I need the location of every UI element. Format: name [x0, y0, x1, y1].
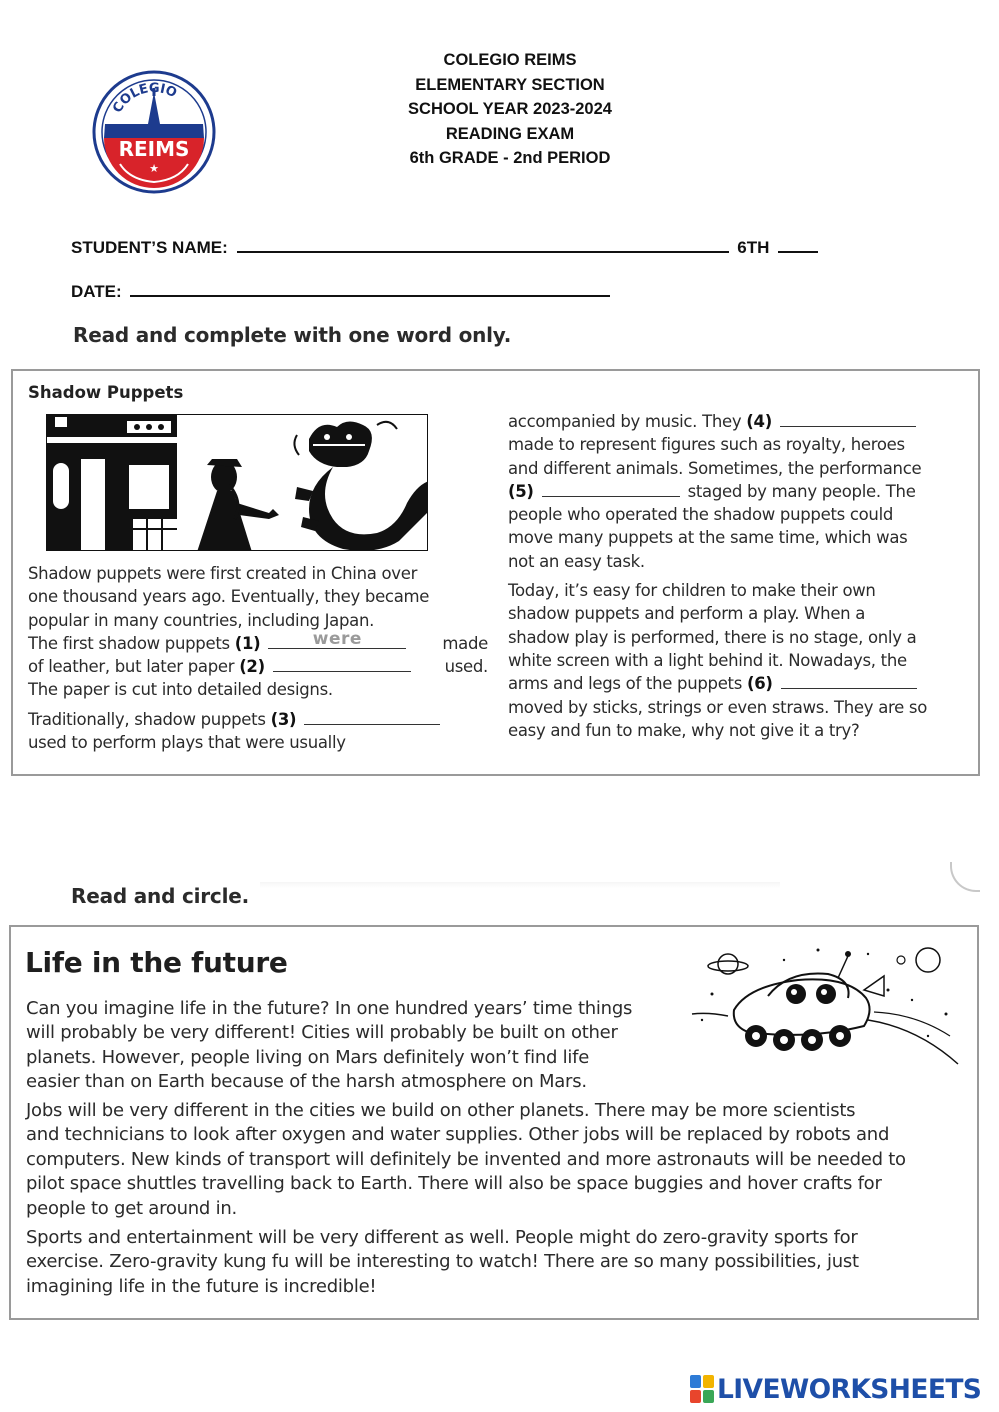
- sp-gap-line-1: [28, 628, 488, 655]
- gap-2-answer-field[interactable]: [273, 655, 411, 672]
- scan-shadow-line: [260, 882, 780, 888]
- gap-number-5: (5): [508, 481, 534, 501]
- sp-text-fragment: accompanied by music. They: [508, 412, 742, 431]
- sp-text-fragment: used.: [444, 657, 488, 677]
- sp-text-line: Today, it’s easy for children to make their own: [508, 581, 876, 601]
- sp-text-line: Shadow puppets were first created in China over: [28, 564, 418, 583]
- life-text-line: exercise. Zero-gravity kung fu will be interesting to watch! There are so many possibilities, just: [26, 1251, 859, 1273]
- sp-text-line: people who operated the shadow puppets could: [508, 505, 894, 525]
- gap-number-3: (3): [270, 709, 297, 729]
- life-paragraph-3: [26, 1226, 971, 1299]
- page-corner-curl: [950, 862, 980, 892]
- gap-number-2: (2): [239, 657, 265, 677]
- sp-text-line: not an easy task.: [508, 551, 645, 571]
- sp-text-line: used to perform plays that were usually: [28, 733, 346, 753]
- gap-number-4: (4): [746, 412, 772, 431]
- life-in-future-title: Life in the future: [25, 946, 288, 979]
- shadow-puppet-illustration: [46, 414, 428, 551]
- sp-text-line: white screen with a light behind it. Nowadays, the: [508, 650, 907, 670]
- sp-text-line: moved by sticks, strings or even straws. They are so: [508, 697, 928, 717]
- life-paragraph-1: [26, 997, 686, 1095]
- sp-text-line: easy and fun to make, why not give it a try?: [508, 720, 860, 740]
- life-paragraph-2: [26, 1099, 971, 1221]
- life-text-line: easier than on Earth because of the harsh atmosphere on Mars.: [26, 1071, 587, 1093]
- header-line-year: SCHOOL YEAR 2023-2024: [408, 100, 612, 118]
- grade-label: 6TH: [737, 238, 770, 257]
- logo-square: [703, 1390, 714, 1403]
- student-name-field[interactable]: [237, 237, 729, 253]
- logo-square: [690, 1390, 701, 1403]
- shadow-puppets-title: Shadow Puppets: [28, 383, 184, 402]
- sp-gap-line-2: [28, 655, 488, 678]
- gap-1-answer: were: [312, 628, 362, 649]
- liveworksheets-logo-icon: [690, 1375, 714, 1403]
- sp-text-fragment: made: [442, 633, 488, 653]
- life-text-line: Jobs will be very different in the cities we build on other planets. There may be more scientists: [26, 1100, 856, 1121]
- brand-text: LIVEWORKSHEETS: [717, 1373, 982, 1405]
- sp-gap-line-5: [508, 480, 968, 503]
- shadow-puppets-left-column: [28, 562, 488, 754]
- logo-square: [690, 1375, 701, 1388]
- gap-1-answer-field[interactable]: [268, 628, 406, 649]
- school-logo: [90, 68, 218, 196]
- sp-text-line: The paper is cut into detailed designs.: [28, 680, 333, 700]
- gap-3-answer-field[interactable]: [304, 708, 440, 725]
- student-name-row: [71, 237, 818, 258]
- logo-arc-textpath: COLEGIO: [110, 80, 180, 116]
- shadow-puppets-right-column: [508, 410, 968, 742]
- date-field[interactable]: [130, 281, 610, 297]
- gap-4-answer-field[interactable]: [780, 410, 916, 427]
- logo-square: [703, 1375, 714, 1388]
- sp-gap-line-3: [28, 708, 488, 731]
- life-text-line: will probably be very different! Cities will probably be built on other: [26, 1022, 618, 1044]
- life-text-line: people to get around in.: [26, 1197, 237, 1219]
- sp-text-line: and different animals. Sometimes, the performance: [508, 458, 922, 478]
- sp-text-fragment: Traditionally, shadow puppets: [28, 709, 266, 729]
- gap-6-answer-field[interactable]: [781, 672, 917, 689]
- life-text-line: computers. New kinds of transport will definitely be invented and more astronauts will be needed to: [26, 1148, 906, 1170]
- life-text-line: planets. However, people living on Mars definitely won’t find life: [26, 1046, 590, 1068]
- gap-number-1: (1): [234, 633, 261, 653]
- gap-5-answer-field[interactable]: [542, 480, 680, 497]
- school-header: [330, 48, 690, 171]
- sp-text-line: move many puppets at the same time, which was: [508, 528, 908, 548]
- date-label: DATE:: [71, 282, 122, 301]
- sp-text-line: shadow puppets and perform a play. When a: [508, 604, 866, 624]
- student-name-label: STUDENT’S NAME:: [71, 238, 228, 257]
- header-line-exam: READING EXAM: [445, 124, 575, 143]
- logo-star-icon: ★: [149, 163, 159, 175]
- life-text-line: and technicians to look after oxygen and water supplies. Other jobs will be replaced by robots and: [26, 1124, 890, 1146]
- instruction-circle: Read and circle.: [71, 884, 250, 908]
- header-line-section: ELEMENTARY SECTION: [415, 75, 605, 94]
- sp-gap-line-4: [508, 410, 968, 433]
- grade-field[interactable]: [778, 237, 818, 253]
- sp-text-fragment: arms and legs of the puppets: [508, 674, 743, 694]
- life-text-line: Sports and entertainment will be very different as well. People might do zero-gravity sports for: [26, 1227, 858, 1248]
- gap-number-6: (6): [746, 674, 773, 694]
- instruction-complete: Read and complete with one word only.: [73, 323, 512, 347]
- logo-center-text: REIMS: [118, 137, 190, 161]
- sp-text-fragment: staged by many people. The: [687, 481, 916, 501]
- sp-text-line: one thousand years ago. Eventually, they became: [28, 587, 430, 607]
- life-text-line: imagining life in the future is incredible!: [26, 1275, 377, 1297]
- sp-text-fragment: The first shadow puppets: [28, 633, 230, 653]
- sp-text-line: made to represent figures such as royalty, heroes: [508, 435, 905, 455]
- life-text-line: Can you imagine life in the future? In one hundred years’ time things: [26, 998, 633, 1019]
- sp-text-line: shadow play is performed, there is no stage, only a: [508, 627, 917, 647]
- sp-text-line: popular in many countries, including Japan.: [28, 610, 375, 630]
- header-line-school: COLEGIO REIMS: [443, 51, 577, 69]
- life-text-line: pilot space shuttles travelling back to Earth. There will also be space buggies and hover crafts for: [26, 1173, 882, 1195]
- sp-gap-line-6: [508, 672, 968, 695]
- liveworksheets-brand[interactable]: [690, 1373, 981, 1405]
- header-line-grade: 6th GRADE - 2nd PERIOD: [409, 149, 611, 167]
- date-row: [71, 281, 610, 302]
- sp-text-fragment: of leather, but later paper: [28, 657, 235, 677]
- space-buggy-illustration: [688, 940, 964, 1070]
